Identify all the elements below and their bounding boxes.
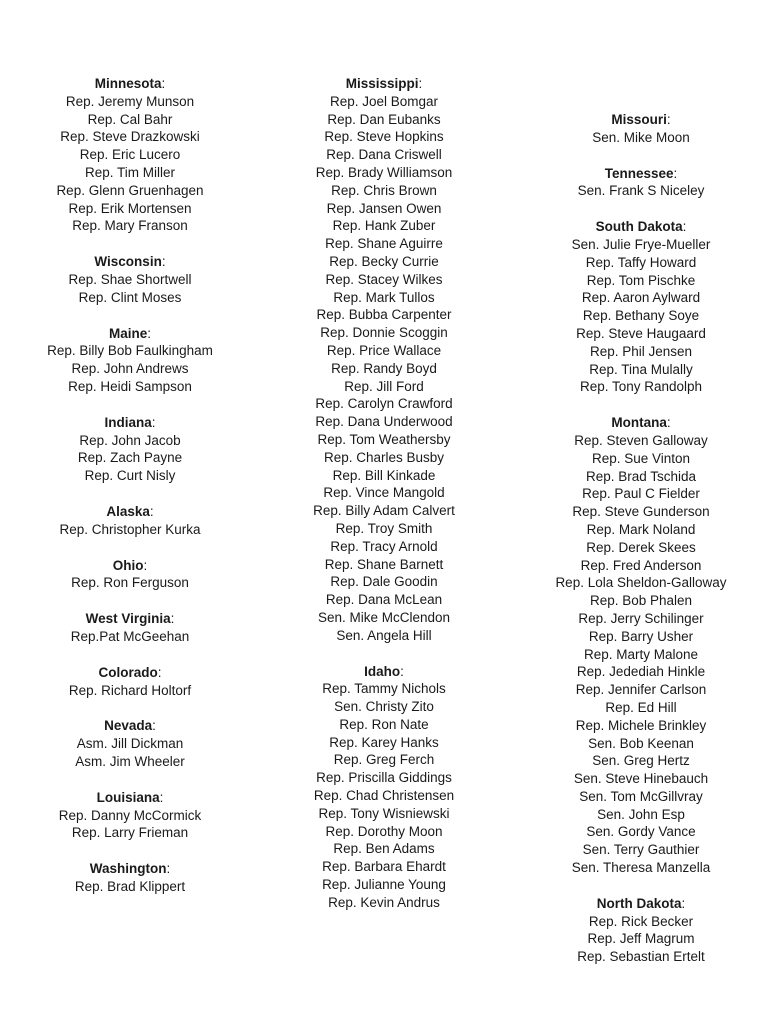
column-middle — [254, 75, 514, 912]
state-name: Colorado — [98, 664, 158, 680]
state-colon: : — [151, 414, 156, 430]
state-heading — [0, 557, 260, 575]
legislator-name: Rep. Jill Ford — [344, 378, 424, 394]
legislator-name: Asm. Jill Dickman — [76, 736, 184, 752]
legislator-name: Rep. Donnie Scoggin — [320, 325, 448, 341]
state-colon: : — [166, 861, 171, 877]
legislator-name: Rep. Tony Randolph — [579, 379, 703, 395]
legislator-name: Rep. Jennifer Carlson — [575, 682, 707, 698]
legislator-name: Rep. Charles Busby — [323, 449, 445, 465]
legislator-name: Rep.Pat McGeehan — [70, 628, 190, 644]
legislator-name: Rep. Sue Vinton — [591, 450, 691, 466]
state-heading — [0, 325, 260, 343]
legislator-name: Rep. Mark Tullos — [333, 289, 435, 305]
state-name: Alaska — [106, 503, 150, 519]
legislator-name: Sen. Angela Hill — [336, 627, 432, 643]
state-name: Mississippi — [345, 76, 419, 91]
state-block — [0, 503, 260, 539]
legislator-name: Rep. Bill Kinkade — [332, 467, 436, 483]
legislator-name: Rep. Michele Brinkley — [575, 717, 707, 733]
state-block — [0, 610, 260, 646]
state-heading — [512, 218, 770, 236]
state-name: Nevada — [104, 718, 153, 734]
legislator-name: Rep. Hank Zuber — [332, 218, 436, 234]
state-heading — [0, 414, 260, 432]
legislator-name: Rep. Priscilla Giddings — [316, 770, 452, 786]
state-heading — [254, 75, 514, 93]
state-heading — [512, 111, 770, 129]
legislator-name: Sen. Gordy Vance — [586, 824, 696, 840]
state-colon: : — [161, 76, 166, 91]
legislator-name: Sen. John Esp — [597, 806, 685, 822]
legislator-name: Sen. Steve Hinebauch — [573, 771, 709, 787]
state-name: Washington — [89, 861, 167, 877]
legislator-name: Rep. Tammy Nichols — [322, 681, 446, 697]
legislator-name: Rep. Eric Lucero — [79, 147, 181, 163]
legislator-name: Rep. Barry Usher — [588, 628, 694, 644]
legislator-name: Rep. Tom Pischke — [586, 272, 696, 288]
legislator-name: Rep. Steven Galloway — [574, 432, 708, 448]
legislator-name: Rep. Price Wallace — [326, 342, 442, 358]
state-block — [0, 414, 260, 485]
state-name: West Virginia — [85, 611, 171, 627]
legislator-name: Rep. Billy Adam Calvert — [313, 503, 455, 519]
legislator-name: Rep. Taffy Howard — [585, 254, 697, 270]
state-heading — [512, 414, 770, 432]
state-block — [0, 789, 260, 842]
legislator-name: Rep. Jansen Owen — [326, 200, 442, 216]
legislator-name: Rep. Dale Goodin — [330, 574, 438, 590]
legislator-name: Rep. Stacey Wilkes — [325, 271, 443, 287]
legislator-name: Rep. Sebastian Ertelt — [577, 949, 705, 965]
state-block — [512, 165, 770, 201]
legislator-name: Rep. Fred Anderson — [580, 557, 702, 573]
legislator-name: Rep. Jeremy Munson — [65, 93, 195, 109]
state-name: Maine — [108, 325, 148, 341]
legislator-name: Rep. Lola Sheldon-Galloway — [555, 575, 727, 591]
column-right — [512, 111, 770, 966]
legislator-name: Rep. Shae Shortwell — [68, 271, 192, 287]
state-block — [0, 325, 260, 396]
state-name: South Dakota — [595, 219, 683, 235]
legislator-name: Rep. Troy Smith — [335, 520, 433, 536]
legislator-name: Rep. Steve Haugaard — [576, 325, 706, 341]
legislator-name: Rep. Ed Hill — [605, 699, 677, 715]
legislator-name: Rep. Brady Williamson — [315, 164, 453, 180]
legislator-name: Rep. Dana Criswell — [326, 147, 442, 163]
legislator-name: Rep. Tim Miller — [84, 164, 175, 180]
legislator-name: Sen. Mike McClendon — [317, 609, 451, 625]
state-name: Minnesota — [94, 76, 162, 91]
legislator-name: Sen. Bob Keenan — [588, 735, 694, 751]
legislator-name: Rep. Glenn Gruenhagen — [56, 182, 204, 198]
legislator-name: Rep. Zach Payne — [77, 450, 183, 466]
state-colon: : — [143, 557, 148, 573]
legislator-name: Rep. Paul C Fielder — [582, 486, 700, 502]
legislator-name: Rep. Julianne Young — [322, 877, 446, 893]
legislator-name: Rep. Shane Barnett — [324, 556, 444, 572]
state-block — [254, 75, 514, 645]
state-name: Tennessee — [604, 165, 674, 181]
legislator-name: Rep. Ron Nate — [339, 716, 429, 732]
legislator-name: Rep. Kevin Andrus — [328, 894, 440, 910]
legislator-name: Rep. Larry Frieman — [71, 825, 189, 841]
state-block — [0, 75, 260, 235]
legislator-name: Rep. Clint Moses — [78, 289, 182, 305]
state-name: Montana — [611, 415, 667, 431]
state-heading — [0, 860, 260, 878]
legislator-name: Rep. Rick Becker — [588, 913, 694, 929]
legislator-name: Rep. Christopher Kurka — [59, 521, 201, 537]
state-block — [254, 663, 514, 912]
state-name: Missouri — [611, 112, 667, 127]
legislator-name: Rep. Chad Christensen — [313, 788, 455, 804]
legislator-name: Sen. Greg Hertz — [592, 753, 690, 769]
legislator-name: Rep. Joel Bomgar — [329, 93, 439, 109]
legislator-name: Rep. Dan Eubanks — [327, 111, 441, 127]
state-block — [0, 557, 260, 593]
state-name: Wisconsin — [94, 254, 162, 270]
legislator-name: Rep. Steve Hopkins — [324, 129, 444, 145]
state-colon: : — [666, 415, 671, 431]
legislator-name: Asm. Jim Wheeler — [75, 753, 185, 769]
legislator-name: Rep. Bubba Carpenter — [316, 307, 452, 323]
state-name: Ohio — [112, 557, 144, 573]
legislator-name: Sen. Terry Gauthier — [582, 842, 700, 858]
legislator-name: Rep. Bob Phalen — [589, 593, 693, 609]
legislator-name: Sen. Mike Moon — [592, 129, 690, 145]
legislator-name: Rep. Barbara Ehardt — [322, 859, 446, 875]
legislator-name: Rep. Karey Hanks — [329, 734, 439, 750]
state-heading — [254, 663, 514, 681]
state-name: Louisiana — [96, 789, 160, 805]
legislator-name: Rep. Heidi Sampson — [68, 378, 192, 394]
legislator-name: Rep. Bethany Soye — [582, 308, 700, 324]
legislator-name: Rep. Phil Jensen — [589, 343, 693, 359]
legislator-name: Rep. Randy Boyd — [331, 360, 437, 376]
state-block — [0, 860, 260, 896]
legislator-name: Rep. Brad Tschida — [585, 468, 697, 484]
state-heading — [0, 717, 260, 735]
state-block — [0, 717, 260, 770]
state-heading — [0, 610, 260, 628]
state-colon: : — [152, 718, 156, 734]
state-heading — [0, 503, 260, 521]
legislator-name: Rep. Richard Holtorf — [68, 682, 192, 698]
legislator-name: Rep. Jeff Magrum — [587, 931, 695, 947]
legislator-name: Rep. Carolyn Crawford — [315, 396, 453, 412]
legislator-name: Rep. Cal Bahr — [87, 111, 173, 127]
state-colon: : — [400, 663, 404, 679]
legislator-name: Rep. Tony Wisniewski — [318, 805, 450, 821]
state-block — [0, 664, 260, 700]
legislator-name: Rep. Aaron Aylward — [581, 290, 701, 306]
state-block — [0, 253, 260, 306]
legislator-name: Rep. Dana Underwood — [315, 414, 453, 430]
state-block — [512, 895, 770, 966]
state-colon: : — [170, 611, 175, 627]
state-heading — [0, 664, 260, 682]
state-colon: : — [666, 112, 671, 127]
state-colon: : — [157, 664, 162, 680]
column-left — [0, 75, 260, 896]
state-heading — [0, 75, 260, 93]
legislator-name: Rep. Shane Aguirre — [325, 236, 443, 252]
legislator-name: Rep. Danny McCormick — [58, 807, 202, 823]
legislator-name: Rep. Tina Mulally — [589, 361, 693, 377]
state-colon: : — [161, 254, 166, 270]
legislator-name: Rep. Erik Mortensen — [68, 200, 192, 216]
legislator-name: Rep. Marty Malone — [583, 646, 699, 662]
state-colon: : — [159, 789, 164, 805]
legislator-name: Rep. Curt Nisly — [84, 468, 176, 484]
state-name: North Dakota — [596, 895, 682, 911]
legislator-name: Rep. John Jacob — [79, 432, 181, 448]
legislator-name: Rep. Mark Noland — [586, 521, 696, 537]
state-block — [512, 414, 770, 877]
state-heading — [512, 165, 770, 183]
legislator-name: Rep. Vince Mangold — [323, 485, 445, 501]
state-heading — [512, 895, 770, 913]
legislator-name: Sen. Theresa Manzella — [571, 860, 711, 876]
legislator-name: Rep. Billy Bob Faulkingham — [47, 343, 213, 359]
legislator-name: Rep. Chris Brown — [331, 182, 437, 198]
legislator-name: Rep. Ron Ferguson — [71, 575, 189, 591]
state-heading — [0, 789, 260, 807]
legislator-name: Rep. Dorothy Moon — [325, 823, 443, 839]
legislator-name: Rep. Becky Currie — [329, 253, 439, 269]
legislator-name: Rep. Steve Gunderson — [572, 504, 710, 520]
state-colon: : — [681, 895, 686, 911]
state-colon: : — [149, 503, 154, 519]
state-name: Idaho — [364, 663, 401, 679]
state-colon: : — [682, 219, 687, 235]
state-block — [512, 111, 770, 147]
legislator-name: Rep. Jerry Schilinger — [578, 610, 704, 626]
legislator-name: Rep. Steve Drazkowski — [60, 129, 200, 145]
legislator-name: Rep. Tom Weathersby — [317, 431, 451, 447]
legislator-name: Sen. Tom McGillvray — [579, 788, 703, 804]
legislator-name: Rep. Greg Ferch — [333, 752, 435, 768]
state-colon: : — [673, 165, 678, 181]
legislator-name: Rep. Ben Adams — [333, 841, 435, 857]
state-colon: : — [147, 325, 152, 341]
legislator-name: Rep. Mary Franson — [72, 218, 188, 234]
legislator-name: Rep. Derek Skees — [586, 539, 696, 555]
legislator-name: Rep. Jedediah Hinkle — [576, 664, 706, 680]
legislator-name: Rep. Tracy Arnold — [330, 538, 438, 554]
legislator-name: Rep. John Andrews — [71, 361, 189, 377]
legislator-name: Sen. Julie Frye-Mueller — [571, 236, 711, 252]
legislator-name: Rep. Brad Klippert — [74, 878, 186, 894]
legislator-name: Sen. Christy Zito — [334, 699, 434, 715]
state-colon: : — [418, 76, 423, 91]
state-heading — [0, 253, 260, 271]
legislator-name: Sen. Frank S Niceley — [577, 183, 705, 199]
state-block — [512, 218, 770, 396]
state-name: Indiana — [104, 414, 152, 430]
legislator-name: Rep. Dana McLean — [325, 592, 443, 608]
